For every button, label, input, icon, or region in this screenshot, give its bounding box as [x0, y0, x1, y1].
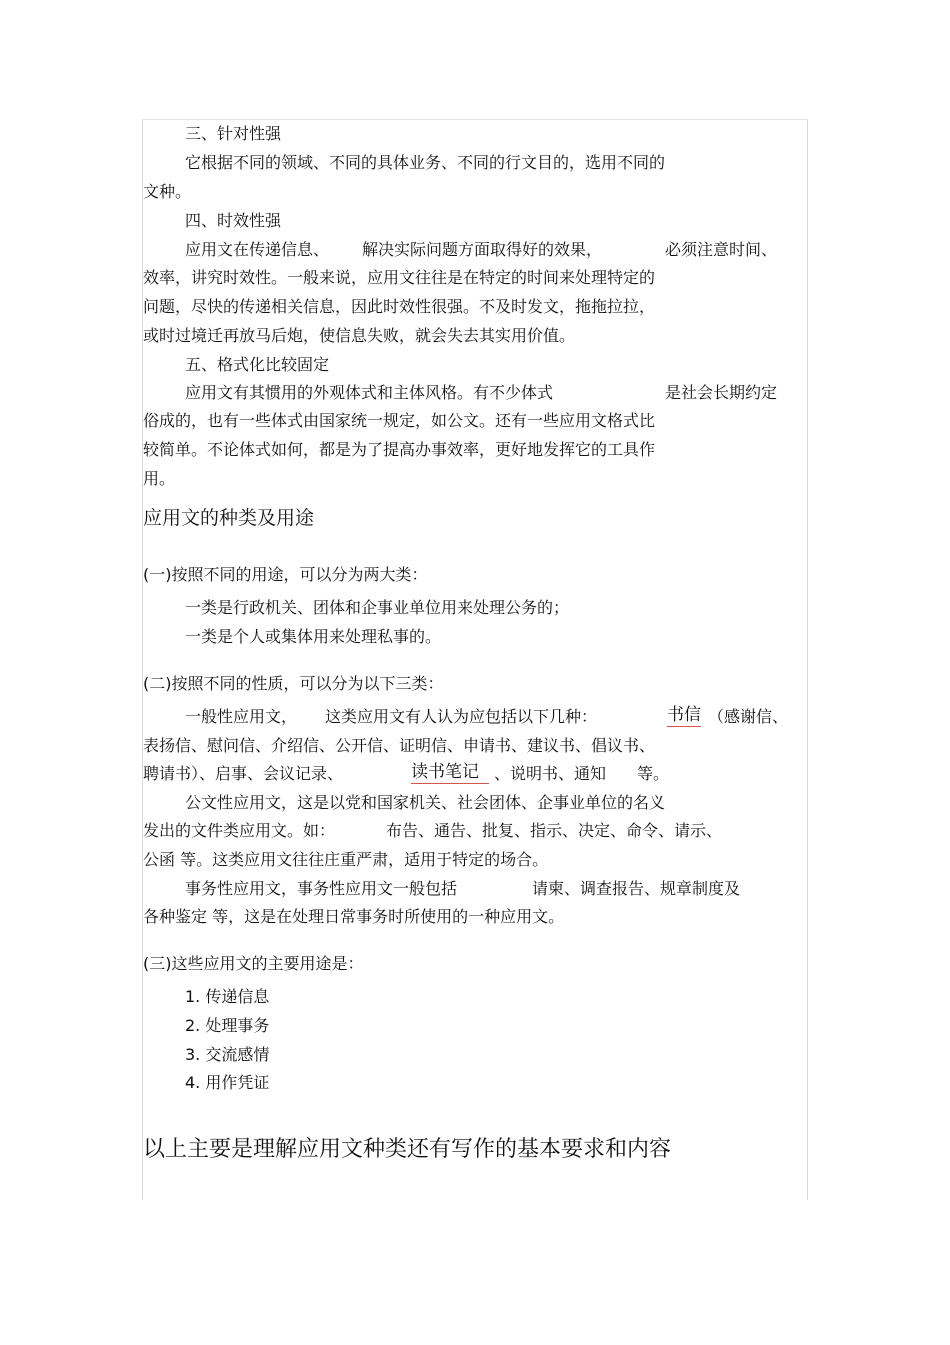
paragraph-line: 俗成的，也有一些体式由国家统一规定，如公文。还有一些应用文格式比: [143, 411, 656, 430]
paragraph-line: 文种。: [143, 182, 192, 201]
section-heading: 应用文的种类及用途: [143, 507, 315, 529]
list-item: 1. 传递信息: [185, 987, 270, 1006]
paragraph-line: 或时过境迁再放马后炮，使信息失败，就会失去其实用价值。: [143, 326, 576, 345]
list-item: 3. 交流感情: [185, 1045, 270, 1064]
list-item: 4. 用作凭证: [185, 1073, 270, 1092]
paragraph-line: 公函 等。这类应用文往往庄重严肃，适用于特定的场合。: [143, 850, 549, 869]
list-item: 2. 处理事务: [185, 1016, 270, 1035]
subsection-heading: (一)按照不同的用途，可以分为两大类：: [143, 565, 428, 584]
point-three-heading: 三、针对性强: [185, 124, 282, 143]
paragraph-line: 等。: [637, 764, 670, 783]
subsection-heading: (二)按照不同的性质，可以分为以下三类：: [143, 674, 444, 693]
paragraph-line: 解决实际问题方面取得好的效果，: [362, 240, 603, 259]
list-item: 一类是行政机关、团体和企事业单位用来处理公务的；: [185, 598, 570, 617]
paragraph-line: 必须注意时间、: [665, 240, 778, 259]
paragraph-line: 它根据不同的领域、不同的具体业务、不同的行文目的，选用不同的: [185, 153, 666, 172]
paragraph-line: 用。: [143, 469, 176, 488]
paragraph-line: 各种鉴定 等，这是在处理日常事务时所使用的一种应用文。: [143, 907, 565, 926]
paragraph-line: 一般性应用文，: [185, 707, 298, 726]
paragraph-line: 事务性应用文，事务性应用文一般包括: [185, 879, 458, 898]
point-five-heading: 五、格式化比较固定: [185, 355, 330, 374]
paragraph-line: 布告、通告、批复、指示、决定、命令、请示、: [386, 821, 723, 840]
list-item: 一类是个人或集体用来处理私事的。: [185, 627, 442, 646]
paragraph-line: 是社会长期约定: [665, 383, 778, 402]
paragraph-line: 这类应用文有人认为应包括以下几种：: [325, 707, 598, 726]
paragraph-line: 应用文在传递信息、: [185, 240, 330, 259]
paragraph-line: （感谢信、: [708, 707, 789, 726]
underlined-term: 读书笔记: [411, 762, 489, 784]
underlined-term: 书信: [667, 705, 701, 725]
paragraph-line: 应用文有其惯用的外观体式和主体风格。有不少体式: [185, 383, 554, 402]
paragraph-line: 问题，尽快的传递相关信息，因此时效性很强。不及时发文，拖拖拉拉，: [143, 297, 656, 316]
paragraph-line: 较简单。不论体式如何，都是为了提高办事效率，更好地发挥它的工具作: [143, 440, 656, 459]
paragraph-line: 表扬信、慰问信、介绍信、公开信、证明信、申请书、建议书、倡议书、: [143, 736, 656, 755]
summary-heading: 以上主要是理解应用文种类还有写作的基本要求和内容: [143, 1137, 672, 1162]
paragraph-line: 发出的文件类应用文。如：: [143, 821, 336, 840]
paragraph-line: 效率，讲究时效性。一般来说，应用文往往是在特定的时间来处理特定的: [143, 268, 656, 287]
point-four-heading: 四、时效性强: [185, 211, 282, 230]
paragraph-line: 、说明书、通知: [494, 764, 607, 783]
paragraph-line: 公文性应用文，这是以党和国家机关、社会团体、企事业单位的名义: [185, 793, 666, 812]
paragraph-line: 请柬、调查报告、规章制度及: [532, 879, 741, 898]
subsection-heading: (三)这些应用文的主要用途是：: [143, 954, 364, 973]
paragraph-line: 聘请书）、启事、会议记录、: [143, 764, 344, 783]
